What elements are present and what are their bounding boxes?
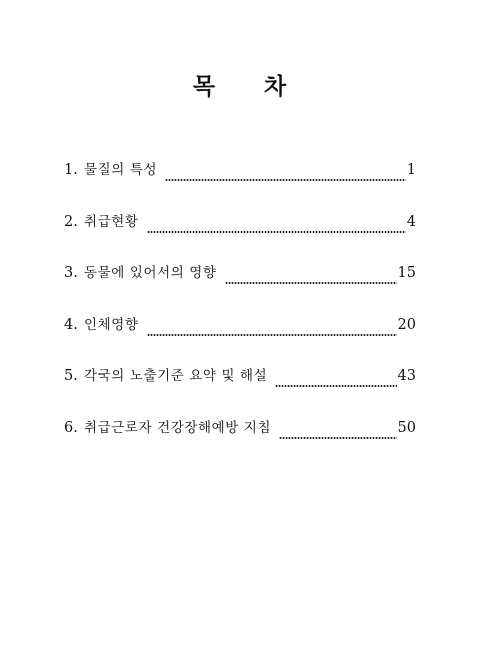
dot-leader	[147, 334, 397, 336]
dot-leader	[165, 179, 406, 181]
toc-label: 각국의 노출기준 요약 및 해설	[84, 368, 268, 385]
title-char-1: 목	[192, 74, 216, 100]
toc-entry[interactable]	[64, 416, 416, 442]
dot-leader	[275, 385, 396, 387]
toc-label: 동물에 있어서의 영향	[84, 265, 217, 282]
toc-page-number: 4	[406, 213, 416, 230]
toc-entry[interactable]	[64, 210, 416, 236]
toc-number: 4.	[64, 316, 78, 333]
toc-page-number: 20	[397, 316, 416, 333]
page-title	[0, 68, 480, 101]
toc-entry[interactable]	[64, 364, 416, 390]
toc-page-number: 1	[406, 162, 416, 178]
toc-entry[interactable]	[64, 313, 416, 339]
dot-leader	[279, 437, 396, 439]
dot-leader	[147, 231, 406, 233]
toc-label: 취급현황	[84, 213, 139, 230]
toc-number: 3.	[64, 265, 78, 282]
toc-label: 물질의 특성	[84, 162, 158, 178]
toc-page-number: 50	[397, 419, 416, 436]
title-char-2: 차	[264, 74, 288, 100]
dot-leader	[225, 282, 397, 284]
toc-number: 2.	[64, 213, 78, 230]
toc-entry[interactable]	[64, 158, 416, 184]
toc-label: 인체영향	[84, 316, 139, 333]
table-of-contents	[64, 158, 416, 468]
toc-number: 6.	[64, 419, 78, 436]
toc-entry[interactable]	[64, 261, 416, 287]
toc-page-number: 15	[397, 265, 416, 282]
toc-number: 1.	[64, 162, 78, 178]
toc-label: 취급근로자 건강장해예방 지침	[84, 419, 272, 436]
toc-number: 5.	[64, 368, 78, 385]
toc-page-number: 43	[397, 368, 416, 385]
